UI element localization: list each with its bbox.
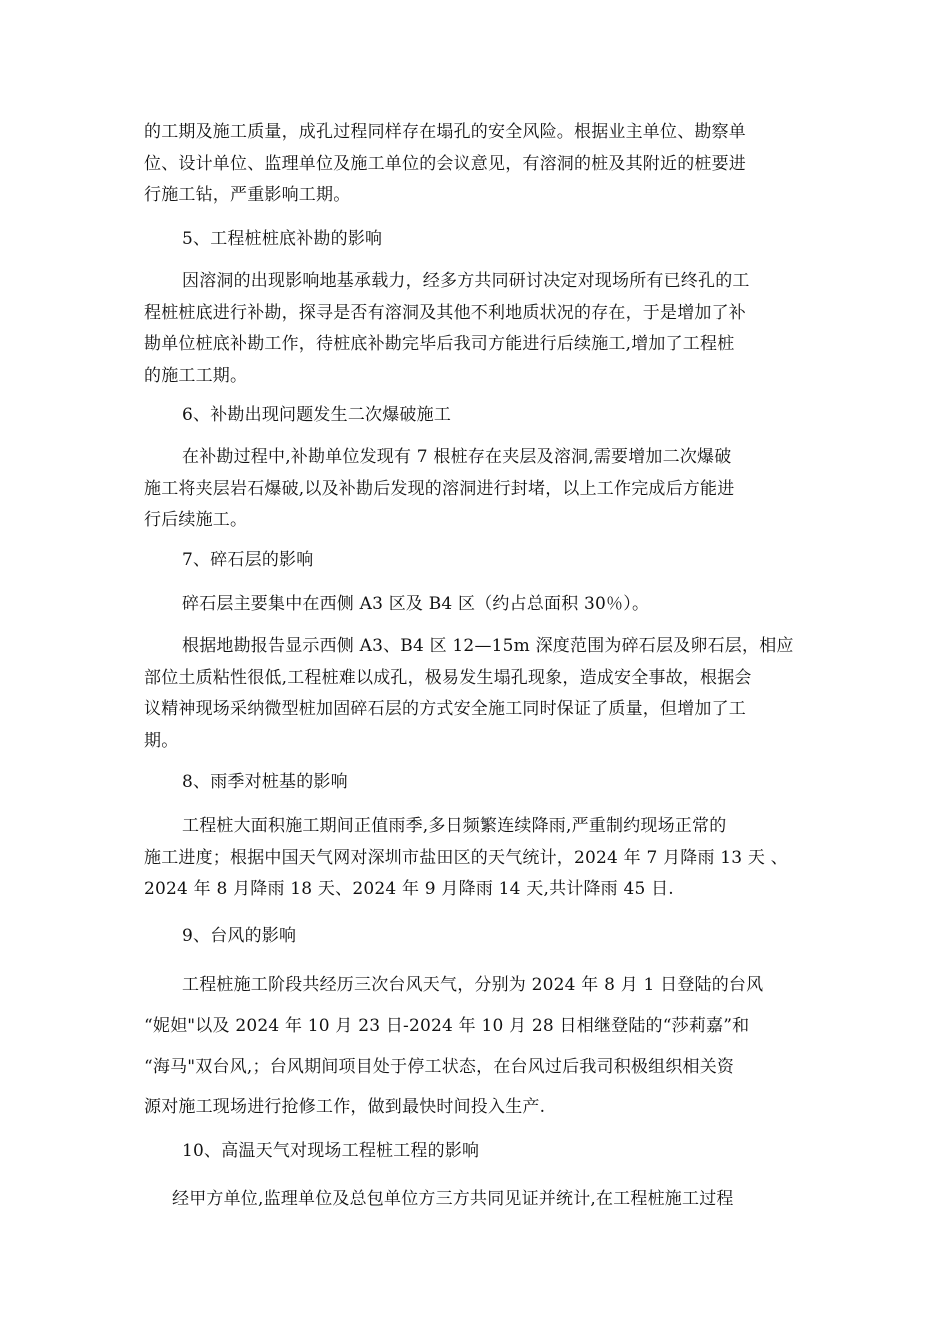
paragraph-line: “妮妲"以及 2024 年 10 月 23 日-2024 年 10 月 28 日相继登陆的“莎莉嘉”和: [144, 1016, 750, 1036]
paragraph-line: 工程桩施工阶段共经历三次台风天气，分别为 2024 年 8 月 1 日登陆的台风: [182, 975, 764, 995]
paragraph-line: 程桩桩底进行补勘，探寻是否有溶洞及其他不利地质状况的存在，于是增加了补: [144, 303, 746, 323]
paragraph-line: 议精神现场采纳微型桩加固碎石层的方式安全施工同时保证了质量，但增加了工: [144, 699, 746, 719]
paragraph-line: 期。: [144, 731, 179, 751]
paragraph-line: 源对施工现场进行抢修工作，做到最快时间投入生产.: [144, 1097, 546, 1117]
paragraph-line: 位、设计单位、监理单位及施工单位的会议意见，有溶洞的桩及其附近的桩要进: [144, 154, 746, 174]
section-heading: 9、台风的影响: [182, 926, 297, 946]
paragraph-line: 经甲方单位,监理单位及总包单位方三方共同见证并统计,在工程桩施工过程: [172, 1189, 734, 1209]
section-heading: 5、工程桩桩底补勘的影响: [182, 229, 383, 249]
paragraph-line: 碎石层主要集中在西侧 A3 区及 B4 区（约占总面积 30％）。: [182, 594, 650, 614]
paragraph-line: 行施工钻，严重影响工期。: [144, 185, 351, 205]
paragraph-line: 施工进度；根据中国天气网对深圳市盐田区的天气统计，2024 年 7 月降雨 13 天 、: [144, 848, 788, 868]
section-heading: 7、碎石层的影响: [182, 550, 314, 570]
paragraph-line: 在补勘过程中,补勘单位发现有 7 根桩存在夹层及溶洞,需要增加二次爆破: [182, 447, 732, 467]
paragraph-line: 的工期及施工质量，成孔过程同样存在塌孔的安全风险。根据业主单位、勘察单: [144, 122, 746, 142]
paragraph-line: 2024 年 8 月降雨 18 天、2024 年 9 月降雨 14 天,共计降雨 45 日.: [144, 879, 674, 899]
section-heading: 8、雨季对桩基的影响: [182, 772, 348, 792]
paragraph-line: 行后续施工。: [144, 510, 248, 530]
paragraph-line: 的施工工期。: [144, 366, 248, 386]
paragraph-line: 勘单位桩底补勘工作，待桩底补勘完毕后我司方能进行后续施工,增加了工程桩: [144, 334, 735, 354]
paragraph-line: 工程桩大面积施工期间正值雨季,多日频繁连续降雨,严重制约现场正常的: [182, 816, 727, 836]
paragraph-line: 因溶洞的出现影响地基承载力，经多方共同研讨决定对现场所有已终孔的工: [182, 271, 750, 291]
paragraph-line: 根据地勘报告显示西侧 A3、B4 区 12—15m 深度范围为碎石层及卵石层，相应: [182, 636, 794, 656]
paragraph-line: 施工将夹层岩石爆破,以及补勘后发现的溶洞进行封堵，以上工作完成后方能进: [144, 479, 735, 499]
paragraph-line: 部位土质粘性很低,工程桩难以成孔，极易发生塌孔现象，造成安全事故，根据会: [144, 668, 752, 688]
section-heading: 6、补勘出现问题发生二次爆破施工: [182, 405, 452, 425]
section-heading: 10、高温天气对现场工程桩工程的影响: [182, 1141, 480, 1161]
paragraph-line: “海马"双台风,；台风期间项目处于停工状态，在台风过后我司积极组织相关资: [144, 1057, 735, 1077]
